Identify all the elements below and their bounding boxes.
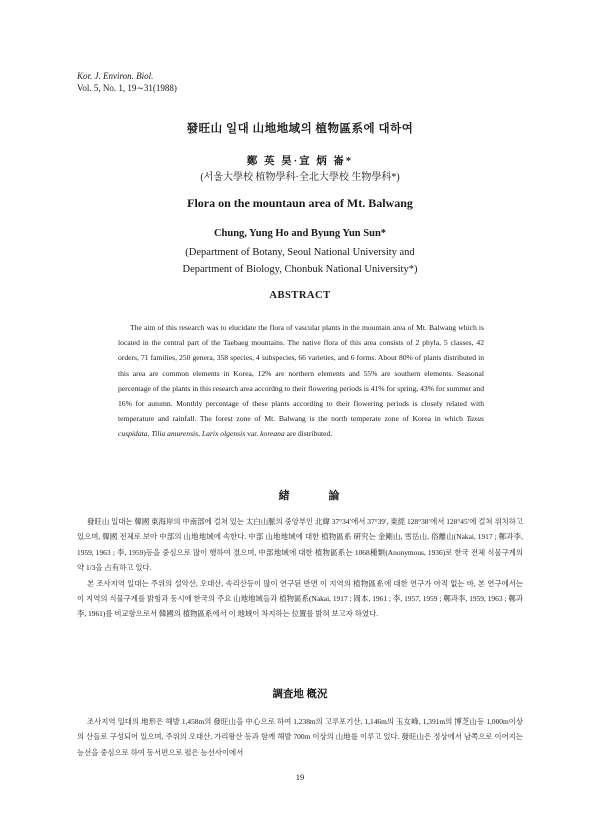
journal-volume: Vol. 5, No. 1, 19∼31(1988) [77, 83, 177, 93]
korean-affiliation: (서울大學校 植物學科·全北大學校 生物學科*) [200, 172, 400, 183]
introduction-paragraph-1: 發旺山 일대는 韓國 東海岸의 中南部에 걸쳐 있는 太白山脈의 중앙부인 北緯 37°34′에서 37°39′, 東經 128°38′에서 128°45′에 걸쳐 위치하고 있으며, 韓國 전체로 보아 中部의 山地地域에 속한다. 中部 山地地域에 대한 植物區系 硏究는 金剛山, 雪岳山, 俗離山(Nakai, 1917 ; 鄭과李, 1959, 1963 ; 李, 1959)등을 중심으로 많이 행하여 졌으며, 中部地域에 대한 植物區系는 1068種類(Anonymous, 1936)로 한국 전체 식물구계의 약 1/3을 占有하고 있다. [77, 517, 523, 573]
korean-title: 發旺山 일대 山地地域의 植物區系에 대하여 [186, 123, 414, 135]
survey-area-heading: 調査地 槪況 [272, 689, 328, 700]
abstract-heading: ABSTRACT [269, 290, 331, 301]
abstract-ending: are distributed. [284, 429, 333, 439]
species-tilia: Tilia amurensis, [151, 429, 201, 439]
introduction-paragraph-2: 본 조사지역 일대는 주위의 설악산, 오대산, 속리산등이 많이 연구된 반면 이 지역의 植物區系에 대한 연구가 아직 없는 바, 본 연구에서는 이 지역의 식물구계를 밝힘과 동시에 한국의 주요 山地地域들과 植物區系(Nakai, 1917 ; 岡本, 1961 ; 李, 1957, 1959 ; 鄭과李, 1959, 1963 ; 鄭과李, 1961)를 비교함으로서 韓國의 植物區系에서 이 地域이 차지하는 位置를 밝혀 보고자 하였다. [77, 578, 523, 619]
species-larix: Larix olgensis [201, 429, 246, 439]
variety-word: var. [247, 429, 259, 439]
introduction-body [77, 514, 523, 622]
korean-authors: 鄭 英 昊·宣 炳 崙* [246, 156, 354, 167]
english-title: Flora on the mountaun area of Mt. Balwang [187, 196, 413, 210]
affiliation-line-2: Department of Biology, Chonbuk National University*) [182, 264, 418, 275]
english-authors: Chung, Yung Ho and Byung Yun Sun* [213, 228, 387, 239]
english-affiliation [60, 244, 540, 278]
introduction-heading: 緒 論 [278, 490, 358, 502]
journal-name: Kor. J. Environ. Biol. [77, 71, 154, 81]
abstract-text: The aim of this research was to elucidate the flora of vascular plants in the mountain area of Mt. Balwang which is located in the central part of the Taebaeg mountains. The native flora of this area consists of 2 phyla, 5 classes, 42 orders, 71 families, 250 genera, 358 species, 4 subspecies, 66 varieties, and 6 forms. About 80% of plants distributed in this area are common elements in Korea, 12% are northern elements and 55% are southern elements. Seasonal percentage of the plants in this research area accordng to their flowering periods is 41% for spring, 43% for summer and 16% for autumn. Monthly percentage of these plants according to their flowering periods is closely related with temperature and rainfall. The forest zone of Mt. Balwang is the north temperate zone of Korea in which [118, 323, 484, 424]
species-taxus: Taxus cuspidata, [118, 414, 484, 439]
survey-paragraph-1: 조사지역 일대의 地形은 해발 1,458m의 發旺山을 中心으로 하여 1,238m의 고루포기산, 1,146m의 玉女峰, 1,391m의 博芝山등 1,000m이상의 산들로 구성되어 있으며, 주위의 오대산, 가리왕산 등과 함께 해발 700m 이상의 山地를 이루고 있다. 發旺山은 정상에서 남쪽으로 이어지는 능선을 중심으로 하여 동서편으로 펼은 능선사이에서 [77, 717, 523, 757]
affiliation-line-1: (Department of Botany, Seoul National University and [185, 247, 415, 258]
survey-area-body [77, 714, 523, 760]
page-number: 19 [295, 772, 305, 782]
abstract-body [118, 320, 484, 442]
journal-citation [77, 70, 177, 94]
variety-koreana: koreana [260, 429, 285, 439]
